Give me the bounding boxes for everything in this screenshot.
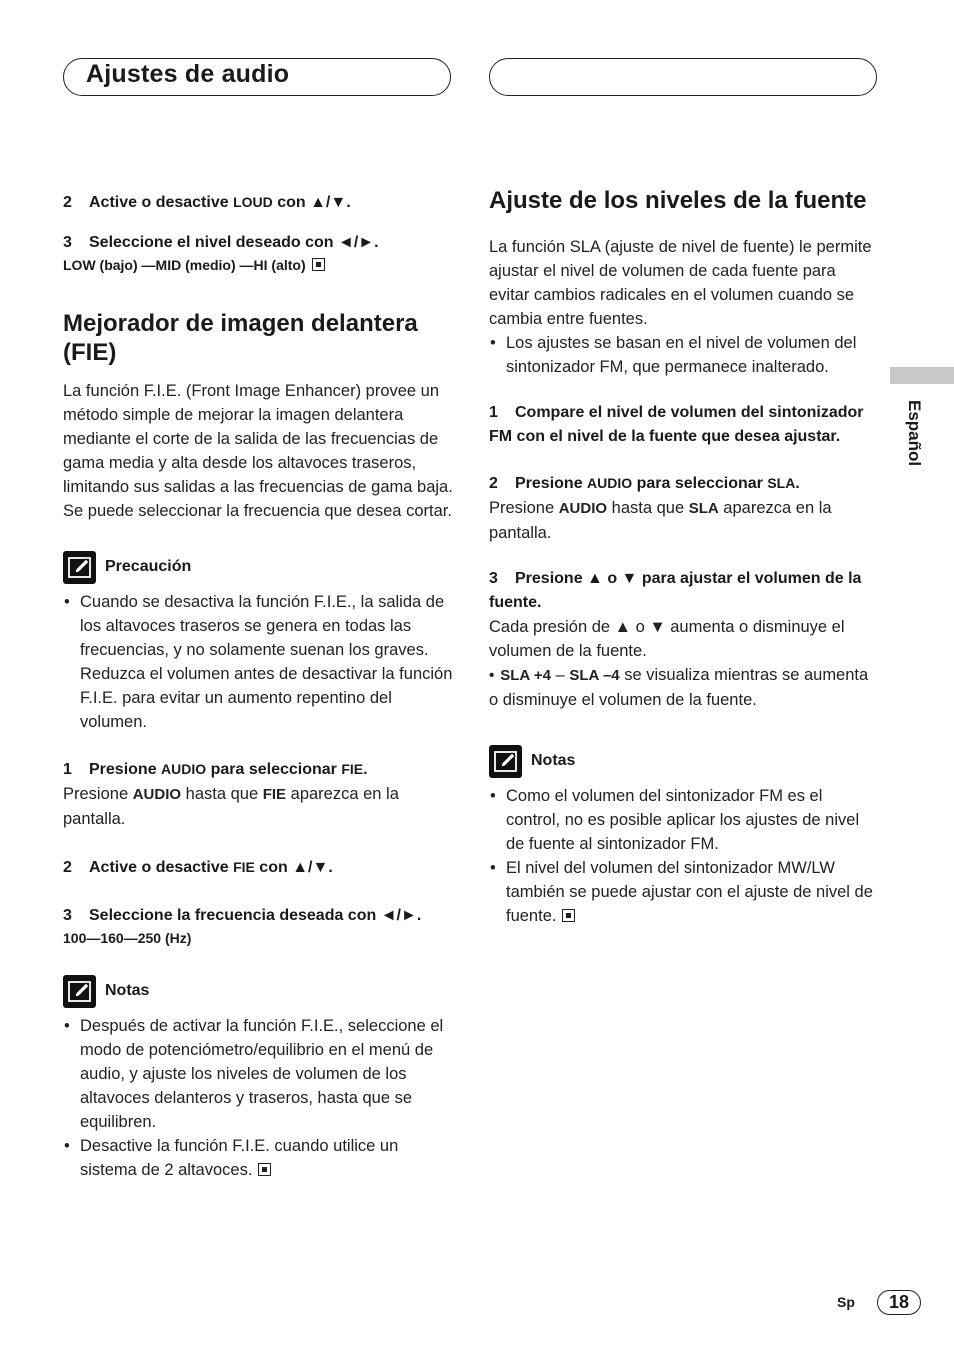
sla-heading: Ajuste de los niveles de la fuente (489, 187, 867, 214)
list-item: • Desactive la función F.I.E. cuando utilice un sistema de 2 altavoces. (63, 1134, 455, 1182)
fie-heading: Mejorador de imagen delantera (FIE) (63, 310, 418, 366)
side-tab-marker (890, 367, 954, 384)
notes-list-left (63, 1014, 455, 1182)
page-title: Ajustes de audio (86, 60, 290, 88)
fie-step-3: 3 Seleccione la frecuencia deseada con ◄/►. (63, 907, 422, 924)
caution-header (63, 550, 455, 584)
side-language-label: Español (905, 400, 924, 467)
fie-step-1-body: Presione AUDIO hasta que FIE aparezca en la pantalla. (63, 785, 399, 828)
sla-step-3-bullet: • SLA +4 – SLA –4 se visualiza mientras se aumenta o disminuye el volumen de la fuente. (489, 666, 869, 709)
note-pencil-icon (489, 745, 522, 778)
fie-sequence: 100—160—250 (Hz) (63, 930, 192, 946)
notes-header-right (489, 744, 874, 778)
sla-step-1: 1 Compare el nivel de volumen del sintonizador FM con el nivel de la fuente que desea ajustar. (489, 404, 864, 445)
notes-list-right (489, 784, 874, 928)
note-pencil-icon (63, 975, 96, 1008)
loud-step-2: 2 Active o desactive LOUD con ▲/▼. (63, 194, 351, 211)
page-number: 18 (877, 1290, 921, 1315)
notes-label: Notas (531, 752, 576, 769)
loud-step-3: 3 Seleccione el nivel deseado con ◄/►. (63, 234, 379, 251)
fie-step-1: 1 Presione AUDIO para seleccionar FIE. (63, 761, 368, 778)
note-pencil-icon (63, 551, 96, 584)
sla-bullets (489, 331, 874, 379)
fie-body: La función F.I.E. (Front Image Enhancer) provee un método simple de mejorar la imagen delantera mediante el corte de la salida de las frecuencias de gama media y alta desde los altavoces traseros, limitando sus salidas a las frecuencias de gama baja. Se puede seleccionar la frecuencia que desea cortar. (63, 382, 453, 520)
notes-header-left (63, 974, 455, 1008)
header-right-box (489, 58, 877, 96)
list-item: • El nivel del volumen del sintonizador MW/LW también se puede ajustar con el ajuste de nivel de fuente. (489, 856, 874, 928)
right-column (489, 186, 874, 928)
list-item: • Los ajustes se basan en el nivel de volumen del sintonizador FM, que permanece inalterado. (489, 331, 874, 379)
sla-step-3-body: Cada presión de ▲ o ▼ aumenta o disminuye el volumen de la fuente. (489, 618, 845, 660)
sla-step-3: 3 Presione ▲ o ▼ para ajustar el volumen de la fuente. (489, 570, 862, 611)
list-item: • Cuando se desactiva la función F.I.E., la salida de los altavoces traseros se genera en todas las frecuencias, y no solamente suenan los graves. Reduzca el volumen antes de desactivar la función F.I.E. para evitar un aumento repentino del volumen. (63, 590, 455, 734)
caution-list (63, 590, 455, 734)
end-square-icon (312, 258, 325, 271)
sla-step-2: 2 Presione AUDIO para seleccionar SLA. (489, 475, 800, 492)
header-title-box (63, 58, 451, 96)
notes-label: Notas (105, 982, 150, 999)
left-column (63, 190, 455, 1182)
list-item: • Como el volumen del sintonizador FM es el control, no es posible aplicar los ajustes de nivel de fuente al sintonizador FM. (489, 784, 874, 856)
caution-label: Precaución (105, 558, 192, 575)
end-square-icon (258, 1163, 271, 1176)
fie-step-2: 2 Active o desactive FIE con ▲/▼. (63, 859, 333, 876)
sla-step-2-body: Presione AUDIO hasta que SLA aparezca en la pantalla. (489, 499, 832, 542)
footer-language: Sp (837, 1294, 855, 1310)
list-item: • Después de activar la función F.I.E., seleccione el modo de potenciómetro/equilibrio en el menú de audio, y ajuste los niveles de volumen de los altavoces delanteros y traseros, hasta que se equilibren. (63, 1014, 455, 1134)
loud-sequence: LOW (bajo) —MID (medio) —HI (alto) (63, 255, 455, 275)
sla-body: La función SLA (ajuste de nivel de fuente) le permite ajustar el nivel de volumen de cada fuente para evitar cambios radicales en el volumen cuando se cambia entre fuentes. (489, 238, 872, 328)
end-square-icon (562, 909, 575, 922)
